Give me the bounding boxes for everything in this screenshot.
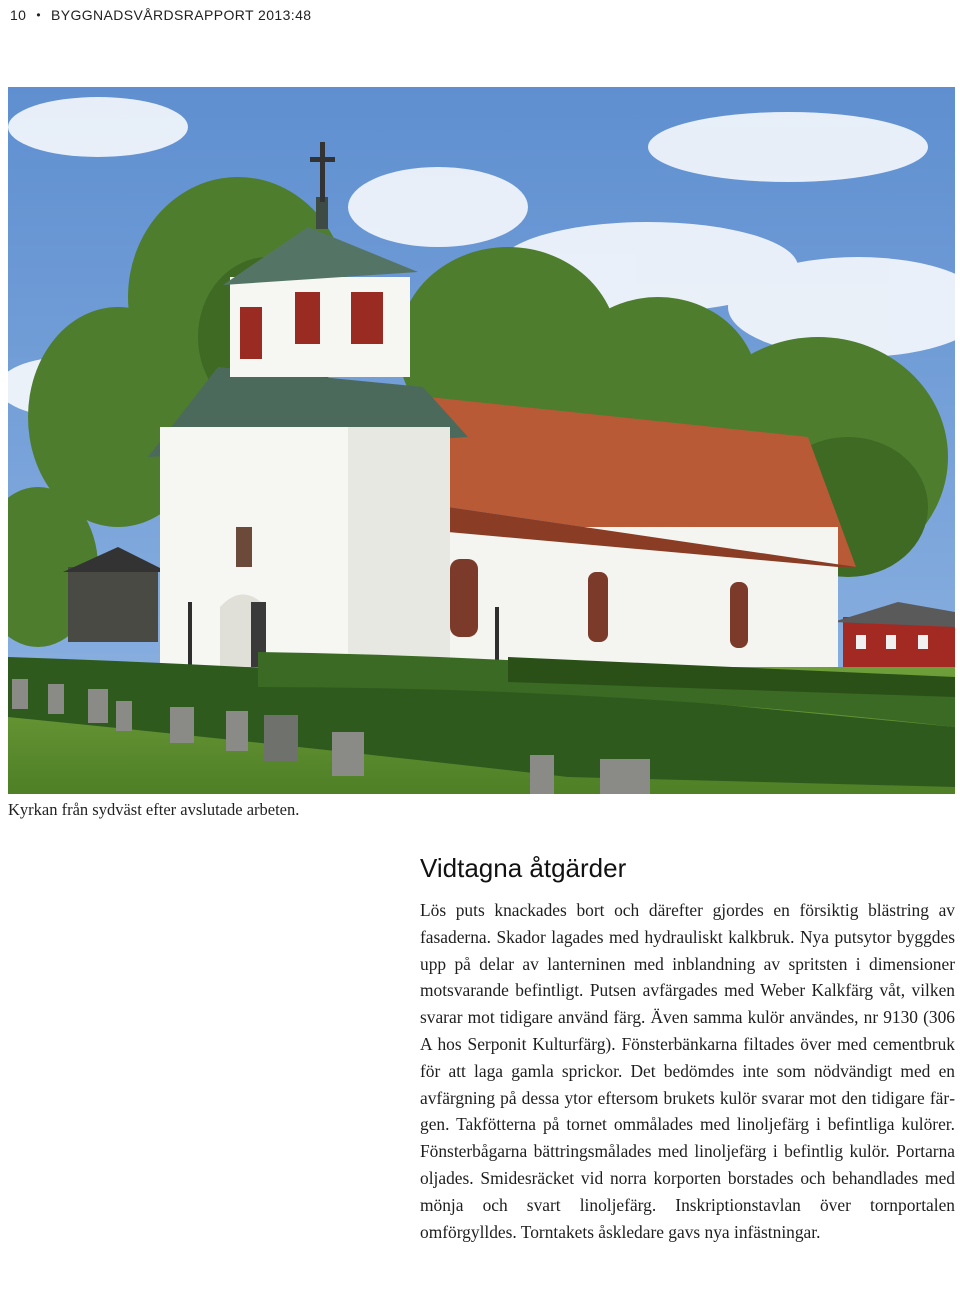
church-photo — [8, 87, 955, 794]
section-heading: Vidtagna åtgärder — [420, 853, 627, 883]
section-body-text: Lös puts knackades bort och därefter gjordes en försiktig blästring av fasaderna. Skador lagades med hydrauliskt kalkbruk. Nya putsytor byggdes upp på delar av lanterninen med inblandning av spritsten i dimensioner motsvarande befintligt. Putsen avfärgades med Weber Kalkfärg våt, vilken svarar mot tidigare använd färg. Även samma kulör användes, nr 9130 (306 A hos Serponit Kulturfärg). Fönsterbänkarna filtades över med cementbruk för att laga gamla sprickor. Det bedömdes inte som nödvändigt med en avfärgning på dessa ytor eftersom brukets kulör svarar mot den tidigare färgen. Takfötterna på tornet ommålades med linoljefärg i befintliga kulörer. Fönsterbågarna bättringsmålades med linoljefärg i befintlig kulör. Portarna oljades. Smidesräcket vid norra korporten borstades och behandlades med mönja och svart linoljefärg. Inskriptionstavlan över tornportalen omförgylldes. Torntakets åskledare gavs nya infästningar. — [420, 900, 955, 1242]
running-title: BYGGNADSVÅRDSRAPPORT 2013:48 — [50, 7, 312, 23]
header-bullet: • — [36, 8, 41, 22]
running-header — [10, 4, 311, 26]
page-number: 10 — [10, 7, 27, 23]
photo-caption: Kyrkan från sydväst efter avslutade arbeten. — [8, 800, 300, 819]
church-illustration — [8, 87, 955, 794]
